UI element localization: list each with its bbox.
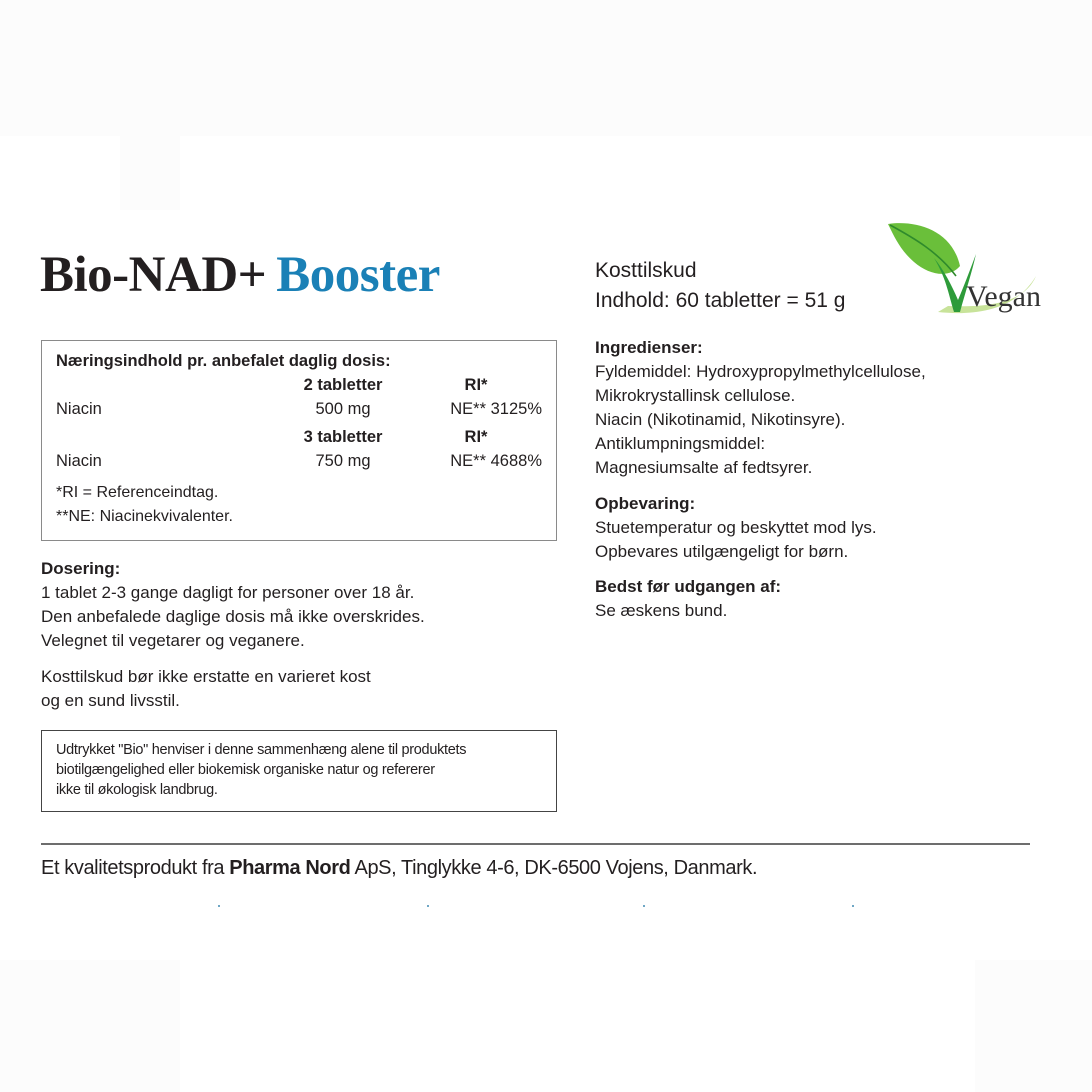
footnote: *RI = Referenceindtag. [56, 484, 219, 501]
dosage-line: Velegnet til vegetarer og veganere. [41, 631, 305, 650]
storage-heading: Opbevaring: [595, 494, 696, 513]
dosage-section [41, 557, 425, 653]
nutrient-ri: NE** 3125% [450, 400, 542, 418]
ri-label: RI* [464, 428, 488, 446]
bio-disclaimer [41, 730, 557, 812]
best-before-heading: Bedst før udgangen af: [595, 577, 782, 596]
disclaimer-line: Udtrykket "Bio" henviser i denne sammenhæng alene til produktets [56, 742, 467, 758]
ingredients-heading: Ingredienser: [595, 338, 703, 357]
storage-section [595, 492, 877, 564]
vegan-logo [886, 220, 1042, 320]
nutrient-ri: NE** 4688% [450, 452, 542, 470]
supplement-note [41, 665, 371, 713]
header-info [595, 256, 845, 316]
nutrient-amount: 750 mg [315, 452, 371, 470]
note-line: og en sund livsstil. [41, 691, 180, 710]
manufacturer-line [41, 856, 757, 880]
footer-divider [41, 843, 1030, 845]
nutrient-name: Niacin [56, 452, 102, 470]
ingredient-line: Mikrokrystallinsk cellulose. [595, 386, 796, 405]
ingredients-section [595, 336, 926, 480]
disclaimer-line: ikke til økologisk landbrug. [56, 782, 218, 798]
storage-line: Opbevares utilgængeligt for børn. [595, 542, 849, 561]
nutrition-row [56, 397, 556, 425]
best-before-section [595, 575, 781, 623]
vegan-leaf-icon [886, 220, 1042, 320]
best-before-line: Se æskens bund. [595, 601, 728, 620]
dosage-line: 1 tablet 2-3 gange dagligt for personer over 18 år. [41, 583, 415, 602]
nutrition-footnotes [56, 481, 556, 529]
ingredient-line: Niacin (Nikotinamid, Nikotinsyre). [595, 410, 846, 429]
company-name: Pharma Nord [229, 857, 351, 879]
dose-label: 3 tabletter [303, 428, 383, 446]
storage-line: Stuetemperatur og beskyttet mod lys. [595, 518, 877, 537]
dosage-heading: Dosering: [41, 559, 121, 578]
print-mark [643, 905, 645, 907]
dose-label: 2 tabletter [303, 376, 383, 394]
product-title [40, 247, 440, 303]
note-line: Kosttilskud bør ikke erstatte en varieret kost [41, 667, 371, 686]
background-tint-left [120, 110, 180, 210]
product-name-main: Bio-NAD+ [40, 247, 267, 303]
ri-label: RI* [464, 376, 488, 394]
print-mark [427, 905, 429, 907]
footnote: **NE: Niacinekvivalenter. [56, 508, 233, 525]
nutrient-name: Niacin [56, 400, 102, 418]
nutrient-amount: 500 mg [315, 400, 371, 418]
nutrition-row [56, 449, 556, 477]
nutrition-heading: Næringsindhold pr. anbefalet daglig dosis: [56, 352, 391, 370]
nutrition-table [41, 340, 557, 541]
product-name-accent: Booster [276, 247, 440, 303]
footer-prefix: Et kvalitetsprodukt fra [41, 857, 230, 879]
svg-text:Vegan: Vegan [966, 280, 1041, 313]
product-content: Indhold: 60 tabletter = 51 g [595, 289, 846, 312]
nutrition-dose-header [56, 373, 556, 397]
disclaimer-line: biotilgængelighed eller biokemisk organiske natur og refererer [56, 762, 435, 778]
ingredient-line: Antiklumpningsmiddel: [595, 434, 766, 453]
ingredient-line: Fyldemiddel: Hydroxypropylmethylcellulose, [595, 362, 926, 381]
product-category: Kosttilskud [595, 259, 697, 282]
dosage-line: Den anbefalede daglige dosis må ikke overskrides. [41, 607, 425, 626]
background-tint-bottom-left [0, 960, 180, 1092]
print-mark [852, 905, 854, 907]
print-mark [218, 905, 220, 907]
background-tint-bottom-right [975, 960, 1092, 1092]
footer-suffix: ApS, Tinglykke 4-6, DK-6500 Vojens, Danmark. [350, 857, 758, 879]
ingredient-line: Magnesiumsalte af fedtsyrer. [595, 458, 813, 477]
nutrition-dose-header [56, 425, 556, 449]
